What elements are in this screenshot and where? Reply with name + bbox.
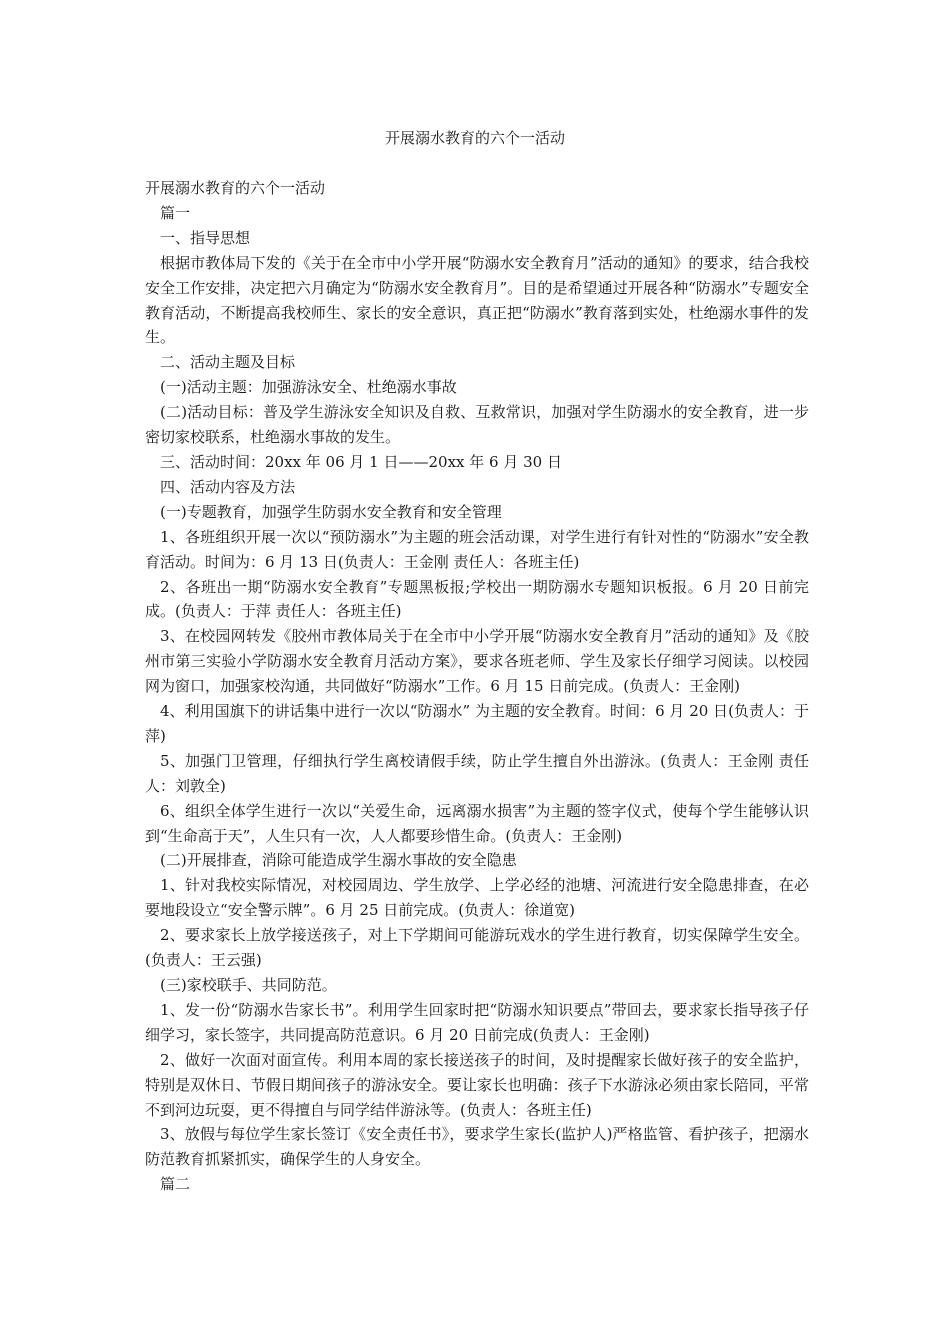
paragraph: 2、各班出一期“防溺水安全教育”专题黑板报;学校出一期防溺水专题知识板报。6 月 20 日前完成。(负责人：于萍 责任人：各班主任) (145, 577, 809, 621)
paragraph: 四、活动内容及方法 (160, 477, 296, 496)
paragraph: 1、各班组织开展一次以“预防溺水”为主题的班会活动课，对学生进行有针对性的“防溺水”安全教育活动。时间为：6 月 13 日(负责人：王金刚 责任人：各班主任) (145, 527, 809, 571)
document-body (145, 176, 809, 1197)
paragraph: 5、加强门卫管理，仔细执行学生离校请假手续，防止学生擅自外出游泳。(负责人：王金刚 责任人：刘敦全) (145, 751, 809, 795)
paragraph: 三、活动时间：20xx 年 06 月 1 日——20xx 年 6 月 30 日 (160, 452, 562, 471)
paragraph: 一、指导思想 (160, 228, 251, 247)
paragraph: 1、针对我校实际情况，对校园周边、学生放学、上学必经的池塘、河流进行安全隐患排查，在必要地段设立“安全警示牌”。6 月 25 日前完成。(负责人：徐道宽) (145, 876, 809, 920)
paragraph: 二、活动主题及目标 (160, 353, 296, 372)
paragraph: 3、放假与每位学生家长签订《安全责任书》，要求学生家长(监护人)严格监管、看护孩子，把溺水防范教育抓紧抓实，确保学生的人身安全。 (145, 1125, 809, 1169)
paragraph: (二)开展排查，消除可能造成学生溺水事故的安全隐患 (160, 851, 517, 870)
paragraph: 篇二 (160, 1175, 191, 1194)
paragraph: 篇一 (160, 203, 191, 222)
paragraph: 2、做好一次面对面宣传。利用本周的家长接送孩子的时间，及时提醒家长做好孩子的安全监护，特别是双休日、节假日期间孩子的游泳安全。要让家长也明确：孩子下水游泳必须由家长陪同，平常不到河边玩耍，更不得擅自与同学结伴游泳等。(负责人：各班主任) (145, 1050, 809, 1119)
document-title: 开展溺水教育的六个一活动 (384, 129, 565, 147)
paragraph: 开展溺水教育的六个一活动 (145, 179, 326, 197)
paragraph: 根据市教体局下发的《关于在全市中小学开展“防溺水安全教育月”活动的通知》的要求，结合我校安全工作安排，决定把六月确定为“防溺水安全教育月”。目的是希望通过开展各种“防溺水”专题安全教育活动，不断提高我校师生、家长的安全意识，真正把“防溺水”教育落到实处，杜绝溺水事件的发生。 (145, 253, 809, 347)
paragraph: (一)专题教育，加强学生防弱水安全教育和安全管理 (160, 502, 502, 521)
paragraph: 6、组织全体学生进行一次以“关爱生命，远离溺水损害”为主题的签字仪式，使每个学生能够认识到“生命高于天”，人生只有一次，人人都要珍惜生命。(负责人：王金刚) (145, 801, 809, 845)
paragraph: 4、利用国旗下的讲话集中进行一次以“防溺水” 为主题的安全教育。时间：6 月 20 日(负责人：于萍) (145, 702, 809, 745)
paragraph: 1、发一份“防溺水告家长书”。利用学生回家时把“防溺水知识要点”带回去，要求家长指导孩子仔细学习，家长签字，共同提高防范意识。6 月 20 日前完成(负责人：王金刚) (145, 1000, 809, 1044)
paragraph: (二)活动目标：普及学生游泳安全知识及自救、互救常识，加强对学生防溺水的安全教育，进一步密切家校联系，杜绝溺水事故的发生。 (145, 403, 809, 447)
paragraph: (三)家校联手、共同防范。 (160, 976, 337, 994)
paragraph: 2、要求家长上放学接送孩子，对上下学期间可能游玩戏水的学生进行教育，切实保障学生安全。(负责人：王云强) (145, 926, 809, 970)
paragraph: 3、在校园网转发《胶州市教体局关于在全市中小学开展“防溺水安全教育月”活动的通知》及《胶州市第三实验小学防溺水安全教育月活动方案》，要求各班老师、学生及家长仔细学习阅读。以校园网为窗口，加强家校沟通，共同做好“防溺水”工作。6 月 15 日前完成。(负责人：王金刚) (145, 627, 809, 696)
paragraph: (一)活动主题：加强游泳安全、杜绝溺水事故 (160, 378, 457, 397)
